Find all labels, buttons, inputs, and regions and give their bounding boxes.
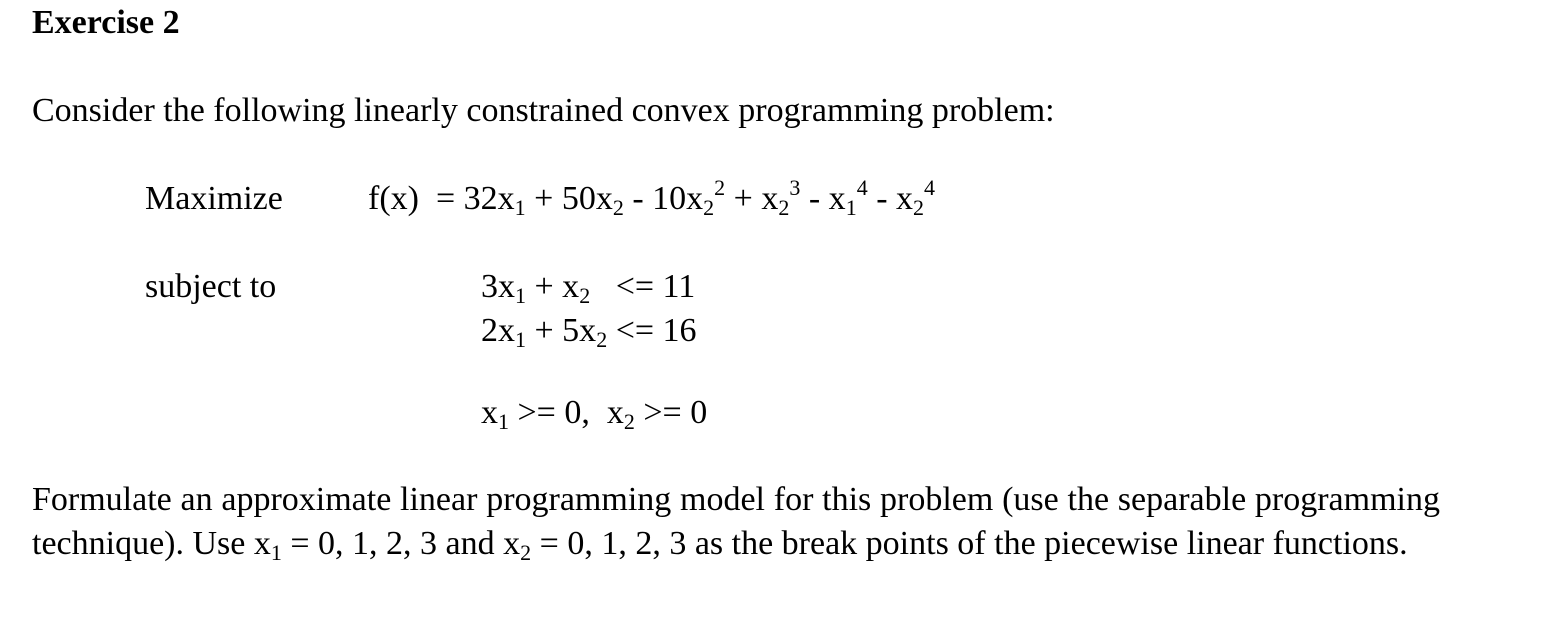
- maximize-label: Maximize: [145, 180, 283, 217]
- nonnegativity-constraints: $x_1 >= 0$, $x_2 >= 0$: [481, 394, 708, 434]
- constraint-2: $2x_1 + 5x_2 <= 16$: [481, 312, 697, 352]
- task-paragraph: Formulate an approximate linear programming model for this problem (use the separable programming technique). Use $x_1 = 0$, 1, 2, 3 and $x_2 = 0$, 1, 2, 3 as the break points of the piecewise linear functions.: [32, 481, 1440, 565]
- problem-intro: Consider the following linearly constrained convex programming problem:: [32, 92, 1055, 129]
- objective-function: $f(x) = 32x_1 + 50x_2 - 10x_2^2 + x_2^3 - x_1^4 - x_2^4$: [368, 175, 936, 220]
- subject-to-label: subject to: [145, 268, 277, 305]
- exercise-title: Exercise 2: [32, 4, 180, 41]
- constraint-1: $3x_1 + x_2 <= 11$: [481, 268, 696, 308]
